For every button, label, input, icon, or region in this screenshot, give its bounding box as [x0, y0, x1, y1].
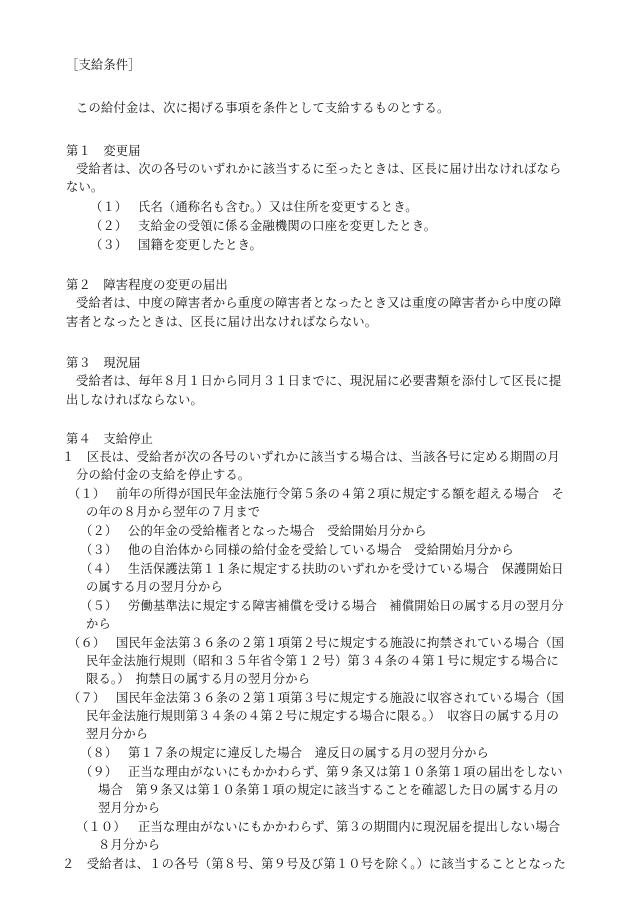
section-4-para-2: ２ 受給者は、１の各号（第８号、第９号及び第１０号を除く。）に該当することとなった	[62, 857, 566, 871]
section-4-item-6-line-2: 民年金法施行規則（昭和３５年省令第１２号）第３４条の４第１号に規定する場合に	[86, 654, 559, 668]
section-4-item-6-line-3: 限る。） 拘禁日の属する月の翌月分から	[86, 672, 311, 686]
section-1-item-3-number: （３）	[90, 238, 128, 252]
section-4-item-4-number: （４）	[80, 562, 118, 576]
section-4-item-9-line-3: 翌月分から	[98, 801, 161, 815]
section-4-item-9-number: （９）	[80, 765, 118, 779]
section-1-item-1-number: （１）	[90, 200, 128, 214]
section-4-item-10-line-2: ８月分から	[98, 838, 161, 852]
section-4-item-7-number: （７）	[68, 691, 106, 705]
section-2-body-line-2: 害者となったときは、区長に届け出なければならない。	[66, 315, 378, 329]
section-4-item-5-line-2: から	[86, 617, 111, 631]
section-4-item-8-line-1: 第１７条の規定に違反した場合 違反日の属する月の翌月分から	[128, 746, 489, 760]
section-3-body-line-1: 受給者は、毎年８月１日から同月３１日までに、現況届に必要書類を添付して区長に提	[76, 374, 562, 388]
section-4-item-5-line-1: 労働基準法に規定する障害補償を受ける場合 補償開始日の属する月の翌月分	[128, 599, 564, 613]
section-4-item-9-line-1: 正当な理由がないにもかかわらず、第９条又は第１０条第１項の届出をしない	[128, 765, 563, 779]
section-4-item-8-number: （８）	[80, 746, 118, 760]
section-1-body-line-1: 受給者は、次の各号のいずれかに該当するに至ったときは、区長に届け出なければなら	[76, 162, 562, 176]
section-4-item-2-number: （２）	[80, 524, 118, 538]
section-4-title: 第４ 支給停止	[66, 432, 154, 446]
section-4-item-5-number: （５）	[80, 599, 118, 613]
section-4-item-7-line-3: 翌月分から	[86, 727, 149, 741]
section-4-item-4-line-1: 生活保護法第１１条に規定する扶助のいずれかを受けている場合 保護開始日	[128, 562, 564, 576]
section-4-item-10-number: （１０）	[76, 820, 126, 834]
section-3-title: 第３ 現況届	[66, 356, 141, 370]
section-4-item-1-line-2: の年の８月から翌年の７月まで	[86, 505, 261, 519]
section-1-item-1-text: 氏名（通称名も含む。）又は住所を変更するとき。	[138, 200, 418, 214]
section-1-title: 第１ 変更届	[66, 144, 141, 158]
section-1-item-3-text: 国籍を変更したとき。	[138, 238, 262, 252]
section-1-body-line-2: ない。	[66, 180, 104, 194]
section-4-para-1-line-1: １ 区長は、受給者が次の各号のいずれかに該当する場合は、当該各号に定める期間の月	[62, 450, 560, 464]
section-1-item-2-number: （２）	[90, 219, 128, 233]
section-4-item-3-number: （３）	[80, 543, 118, 557]
section-4-item-2-line-1: 公的年金の受給権者となった場合 受給開始月分から	[128, 524, 427, 538]
section-4-item-6-number: （６）	[68, 636, 106, 650]
section-4-item-3-line-1: 他の自治体から同様の給付金を受給している場合 受給開始月分から	[128, 543, 514, 557]
section-2-body-line-1: 受給者は、中度の障害者から重度の障害者となったとき又は重度の障害者から中度の障	[76, 296, 562, 310]
section-4-item-1-number: （１）	[68, 487, 106, 501]
section-1-item-2-text: 支給金の受領に係る金融機関の口座を変更したとき。	[138, 219, 437, 233]
section-4-para-1-line-2: 分の給付金の支給を停止する。	[76, 468, 251, 482]
section-4-item-7-line-2: 民年金法施行規則第３４条の４第２号に規定する場合に限る。） 収容日の属する月の	[86, 709, 560, 723]
section-4-item-7-line-1: 国民年金法第３６条の２第１項第３号に規定する施設に収容されている場合（国	[116, 691, 565, 705]
conditions-heading: ［支給条件］	[66, 58, 141, 72]
intro-paragraph: この給付金は、次に掲げる事項を条件として支給するものとする。	[76, 101, 450, 115]
section-2-title: 第２ 障害程度の変更の届出	[66, 278, 228, 292]
section-4-item-10-line-1: 正当な理由がないにもかかわらず、第３の期間内に現況届を提出しない場合	[138, 820, 561, 834]
section-4-item-9-line-2: 場合 第９条又は第１０条第１項の規定に該当することを確認した日の属する月の	[98, 783, 559, 797]
section-3-body-line-2: 出しなければならない。	[66, 393, 203, 407]
section-4-item-1-line-1: 前年の所得が国民年金法施行令第５条の４第２項に規定する額を超える場合 そ	[116, 487, 565, 501]
section-4-item-4-line-2: の属する月の翌月分から	[86, 580, 223, 594]
section-4-item-6-line-1: 国民年金法第３６条の２第１項第２号に規定する施設に拘禁されている場合（国	[116, 636, 565, 650]
